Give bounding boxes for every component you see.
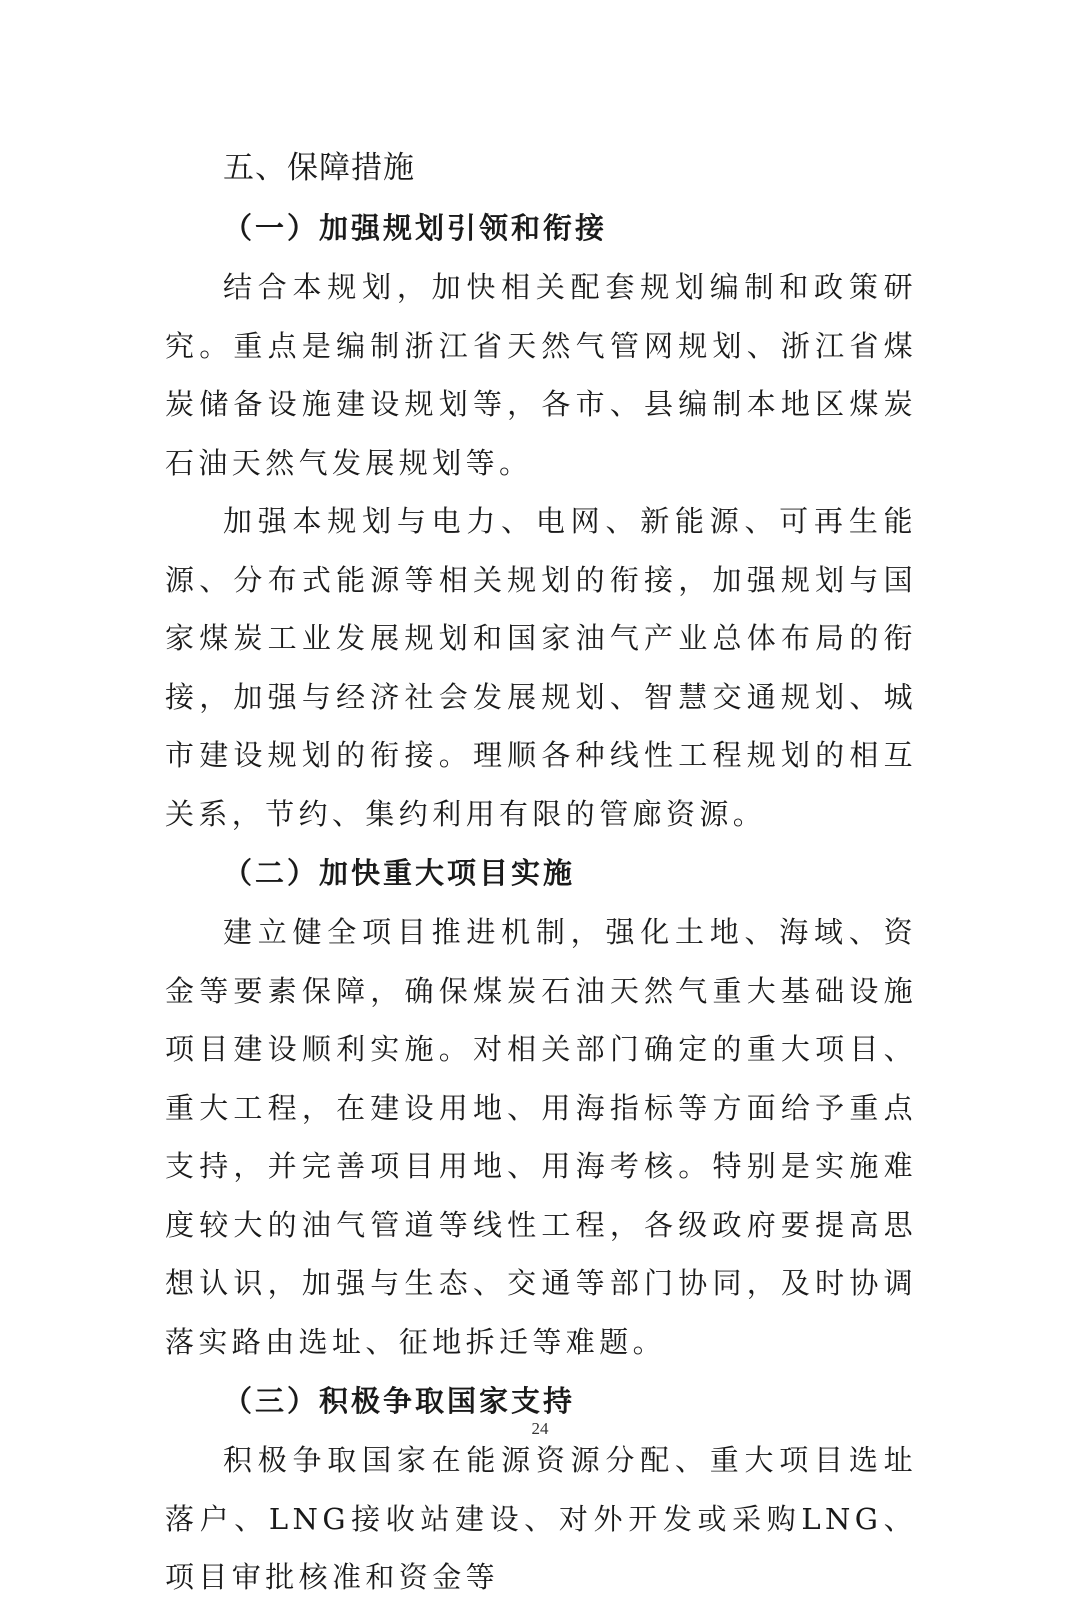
paragraph-3-1: 积极争取国家在能源资源分配、重大项目选址落户、LNG接收站建设、对外开发或采购LNG、项目审批核准和资金等 [165, 1443, 917, 1594]
paragraph-1-2: 加强本规划与电力、电网、新能源、可再生能源、分布式能源等相关规划的衔接，加强规划与国家煤炭工业发展规划和国家油气产业总体布局的衔接，加强与经济社会发展规划、智慧交通规划、城市建设规划的衔接。理顺各种线性工程规划的相互关系，节约、集约利用有限的管廊资源。 [165, 504, 917, 831]
subsection-heading-1: （一）加强规划引领和衔接 [223, 211, 608, 245]
section-title: 五、保障措施 [223, 150, 415, 186]
paragraph-2-1: 建立健全项目推进机制，强化土地、海域、资金等要素保障，确保煤炭石油天然气重大基础设施项目建设顺利实施。对相关部门确定的重大项目、重大工程，在建设用地、用海指标等方面给予重点支持，并完善项目用地、用海考核。特别是实施难度较大的油气管道等线性工程，各级政府要提高思想认识，加强与生态、交通等部门协同，及时协调落实路由选址、征地拆迁等难题。 [165, 915, 917, 1359]
subsection-heading-2: （二）加快重大项目实施 [223, 856, 576, 890]
subsection-heading-3: （三）积极争取国家支持 [223, 1384, 576, 1418]
paragraph-1-1: 结合本规划，加快相关配套规划编制和政策研究。重点是编制浙江省天然气管网规划、浙江省煤炭储备设施建设规划等，各市、县编制本地区煤炭石油天然气发展规划等。 [165, 270, 917, 480]
document-body [165, 138, 917, 1607]
page-number: 24 [531, 1419, 549, 1438]
